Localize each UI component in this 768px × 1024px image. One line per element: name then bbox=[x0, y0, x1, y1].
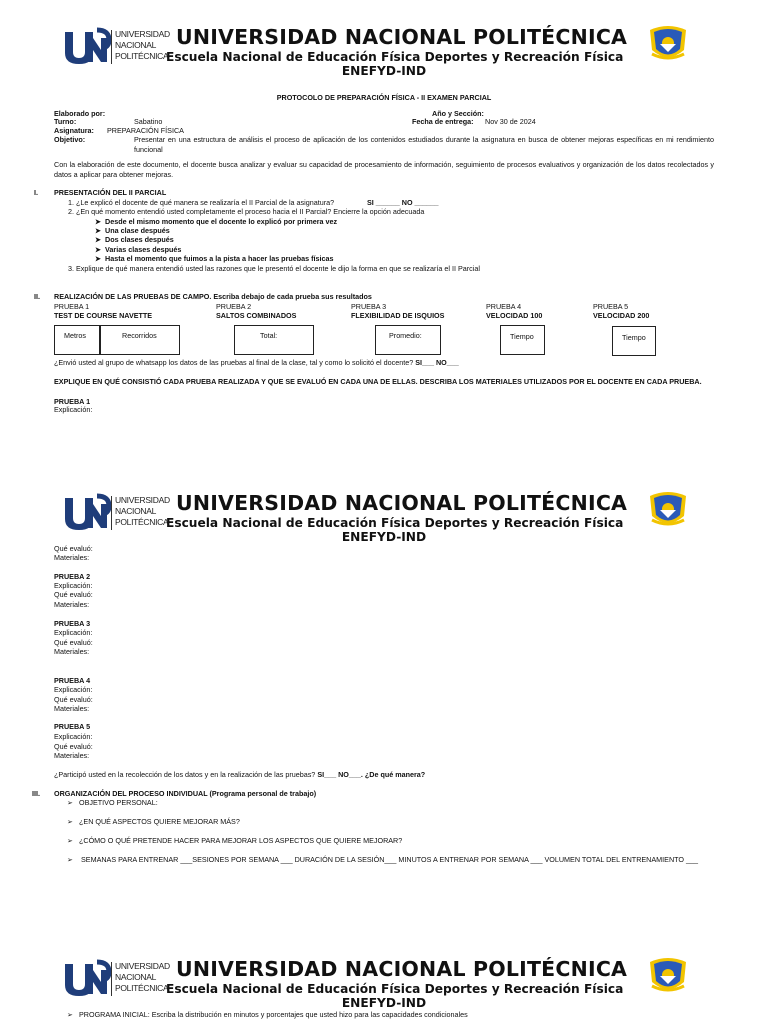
fecha-label: Fecha de entrega: bbox=[412, 117, 474, 126]
section-title: PRESENTACIÓN DEL II PARCIAL bbox=[54, 188, 167, 197]
school-acronym: ENEFYD-IND bbox=[341, 64, 427, 78]
bullet-arrow: ➢ bbox=[67, 855, 74, 864]
test-name: SALTOS COMBINADOS bbox=[216, 311, 297, 320]
school-name: Escuela Nacional de Educación Física Deportes y Recreación Física bbox=[166, 516, 624, 530]
intro-paragraph: Con la elaboración de este documento, el docente busca analizar y evaluar su capacidad de procesamiento de información, seguimiento de procesos evaluativos y organización de los datos recolectados y datos a aplicar para obtener mejoras. bbox=[54, 160, 714, 179]
bullet-item: ➢ OBJETIVO PERSONAL: bbox=[67, 798, 158, 807]
box-label: Tiempo bbox=[622, 333, 646, 342]
test-name: TEST DE COURSE NAVETTE bbox=[54, 311, 153, 320]
explicacion-label: Explicación: bbox=[54, 581, 93, 590]
bullet-item: SEMANAS PARA ENTRENAR ___SESIONES POR SEMANA ___ DURACIÓN DE LA SESIÓN___ MINUTOS A ENTRENAR POR SEMANA ___ VOLUMEN TOTAL DEL ENTRENAMIENTO ___ bbox=[81, 855, 698, 864]
option-item[interactable]: ➤ Una clase después bbox=[95, 226, 170, 235]
box-label: Recorridos bbox=[122, 331, 157, 340]
bullet-item: ➢ PROGRAMA INICIAL: Escriba la distribución en minutos y porcentajes que usted hizo para las capacidades condicionales bbox=[67, 1010, 468, 1019]
box-label: Promedio: bbox=[389, 331, 422, 340]
unp-logo-icon bbox=[63, 26, 111, 66]
option-item[interactable]: ➤ Varias clases después bbox=[95, 245, 182, 254]
participo-question: ¿Participó usted en la recolección de los datos y en la realización de las pruebas? SI___ NO___. ¿De qué manera? bbox=[54, 770, 426, 779]
bullet-item: ➢ ¿EN QUÉ ASPECTOS QUIERE MEJORAR MÁS? bbox=[67, 817, 240, 826]
section-title: REALIZACIÓN DE LAS PRUEBAS DE CAMPO. Escriba debajo de cada prueba sus resultados bbox=[54, 292, 372, 301]
anio-label: Año y Sección: bbox=[432, 109, 484, 118]
turno-label: Turno: bbox=[54, 117, 77, 126]
que-evaluo-label: Qué evaluó: bbox=[54, 695, 93, 704]
que-evaluo-label: Qué evaluó: bbox=[54, 742, 93, 751]
crest-icon bbox=[647, 956, 689, 996]
section-number: III. bbox=[32, 789, 40, 798]
university-logo bbox=[63, 492, 170, 534]
result-box-tiempo-100[interactable] bbox=[500, 325, 545, 355]
prueba-heading: PRUEBA 3 bbox=[54, 619, 91, 628]
crest-icon bbox=[647, 490, 689, 530]
result-box-recorridos[interactable] bbox=[100, 325, 180, 355]
test-label: PRUEBA 3 bbox=[351, 302, 387, 311]
explicacion-label: Explicación: bbox=[54, 732, 93, 741]
question-2: 2. ¿En qué momento entendió usted completamente el proceso hacia el II Parcial? Encierre la opción adecuada bbox=[68, 207, 425, 216]
objetivo-value: Presentar en una estructura de análisis el proceso de aplicación de los contenidos estudiados durante la asignatura en busca de obtener mejoras específicas en mi rendimiento funcional bbox=[134, 135, 714, 154]
option-item[interactable]: ➤ Hasta el momento que fuimos a la pista a hacer las pruebas físicas bbox=[95, 254, 334, 263]
test-name: VELOCIDAD 200 bbox=[593, 311, 650, 320]
materiales-label: Materiales: bbox=[54, 647, 90, 656]
que-evaluo-label: Qué evaluó: bbox=[54, 590, 93, 599]
materiales-label: Materiales: bbox=[54, 553, 90, 562]
explain-title: EXPLIQUE EN QUÉ CONSISTIÓ CADA PRUEBA REALIZADA Y QUE SE EVALUÓ EN CADA UNA DE ELLAS. DESCRIBA LOS MATERIALES UTILIZADOS POR EL DOCENTE EN CADA PRUEBA. bbox=[54, 377, 702, 386]
option-item[interactable]: ➤ Dos clases después bbox=[95, 235, 174, 244]
logo-text-line: UNIVERSIDAD bbox=[115, 495, 170, 505]
school-acronym: ENEFYD-IND bbox=[341, 530, 427, 544]
prueba-heading: PRUEBA 5 bbox=[54, 722, 91, 731]
option-item[interactable]: ➤ Desde el mismo momento que el docente lo explicó por primera vez bbox=[95, 217, 338, 226]
box-label: Tiempo bbox=[510, 332, 534, 341]
document-title: PROTOCOLO DE PREPARACIÓN FÍSICA - II EXAMEN PARCIAL bbox=[276, 93, 492, 102]
prueba-heading: PRUEBA 4 bbox=[54, 676, 91, 685]
school-acronym: ENEFYD-IND bbox=[341, 996, 427, 1010]
result-box-promedio[interactable] bbox=[375, 325, 441, 355]
test-name: FLEXIBILIDAD DE ISQUIOS bbox=[351, 311, 445, 320]
question-1: 1. ¿Le explicó el docente de qué manera se realizaría el II Parcial de la asignatura? bbox=[68, 198, 335, 207]
logo-text-line: NACIONAL bbox=[115, 972, 157, 982]
result-box-metros[interactable] bbox=[54, 325, 100, 355]
test-name: VELOCIDAD 100 bbox=[486, 311, 543, 320]
box-label: Total: bbox=[260, 331, 278, 340]
logo-text-line: NACIONAL bbox=[115, 40, 157, 50]
question-1-answer: SI ______ NO ______ bbox=[367, 198, 439, 207]
result-box-tiempo-200[interactable] bbox=[612, 326, 656, 356]
logo-text-line: POLITÉCNICA bbox=[115, 983, 169, 993]
explicacion-label: Explicación: bbox=[54, 685, 93, 694]
logo-text-line: UNIVERSIDAD bbox=[115, 961, 170, 971]
university-title: UNIVERSIDAD NACIONAL POLITÉCNICA bbox=[176, 25, 628, 49]
asignatura-value: PREPARACIÓN FÍSICA bbox=[107, 126, 184, 135]
university-logo bbox=[63, 26, 170, 68]
explicacion-label: Explicación: bbox=[54, 628, 93, 637]
section-title: ORGANIZACIÓN DEL PROCESO INDIVIDUAL (Programa personal de trabajo) bbox=[54, 789, 317, 798]
materiales-label: Materiales: bbox=[54, 751, 90, 760]
crest-icon bbox=[647, 24, 689, 64]
unp-logo-icon bbox=[63, 492, 111, 532]
materiales-label: Materiales: bbox=[54, 600, 90, 609]
elaborado-label: Elaborado por: bbox=[54, 109, 106, 118]
school-name: Escuela Nacional de Educación Física Deportes y Recreación Física bbox=[166, 50, 624, 64]
asignatura-label: Asignatura: bbox=[54, 126, 94, 135]
question-3: 3. Explique de qué manera entendió usted las razones que le presentó el docente le dijo la forma en que se realizaría el II Parcial bbox=[68, 264, 480, 273]
materiales-label: Materiales: bbox=[54, 704, 90, 713]
university-logo bbox=[63, 958, 170, 1000]
prueba-heading: PRUEBA 1 bbox=[54, 397, 91, 406]
test-label: PRUEBA 1 bbox=[54, 302, 90, 311]
test-label: PRUEBA 4 bbox=[486, 302, 522, 311]
test-label: PRUEBA 5 bbox=[593, 302, 629, 311]
fecha-value: Nov 30 de 2024 bbox=[485, 117, 536, 126]
bullet-item: ➢ ¿CÓMO O QUÉ PRETENDE HACER PARA MEJORAR LOS ASPECTOS QUE QUIERE MEJORAR? bbox=[67, 836, 403, 845]
section-number: II. bbox=[34, 292, 40, 301]
logo-text-line: NACIONAL bbox=[115, 506, 157, 516]
que-evaluo-label: Qué evaluó: bbox=[54, 638, 93, 647]
logo-text-line: POLITÉCNICA bbox=[115, 51, 169, 61]
test-label: PRUEBA 2 bbox=[216, 302, 252, 311]
box-label: Metros bbox=[64, 331, 86, 340]
que-evaluo-label: Qué evaluó: bbox=[54, 544, 93, 553]
explicacion-label: Explicación: bbox=[54, 405, 93, 414]
result-box-total[interactable] bbox=[234, 325, 314, 355]
objetivo-label: Objetivo: bbox=[54, 135, 86, 144]
turno-value: Sabatino bbox=[134, 117, 163, 126]
prueba-heading: PRUEBA 2 bbox=[54, 572, 91, 581]
logo-text-line: UNIVERSIDAD bbox=[115, 29, 170, 39]
whatsapp-question: ¿Envió usted al grupo de whatsapp los datos de las pruebas al final de la clase, tal y como lo solicitó el docente? SI___ NO___ bbox=[54, 358, 459, 367]
section-number: I. bbox=[34, 188, 38, 197]
unp-logo-icon bbox=[63, 958, 111, 998]
logo-text-line: POLITÉCNICA bbox=[115, 517, 169, 527]
school-name: Escuela Nacional de Educación Física Deportes y Recreación Física bbox=[166, 982, 624, 996]
university-title: UNIVERSIDAD NACIONAL POLITÉCNICA bbox=[176, 957, 628, 981]
university-title: UNIVERSIDAD NACIONAL POLITÉCNICA bbox=[176, 491, 628, 515]
